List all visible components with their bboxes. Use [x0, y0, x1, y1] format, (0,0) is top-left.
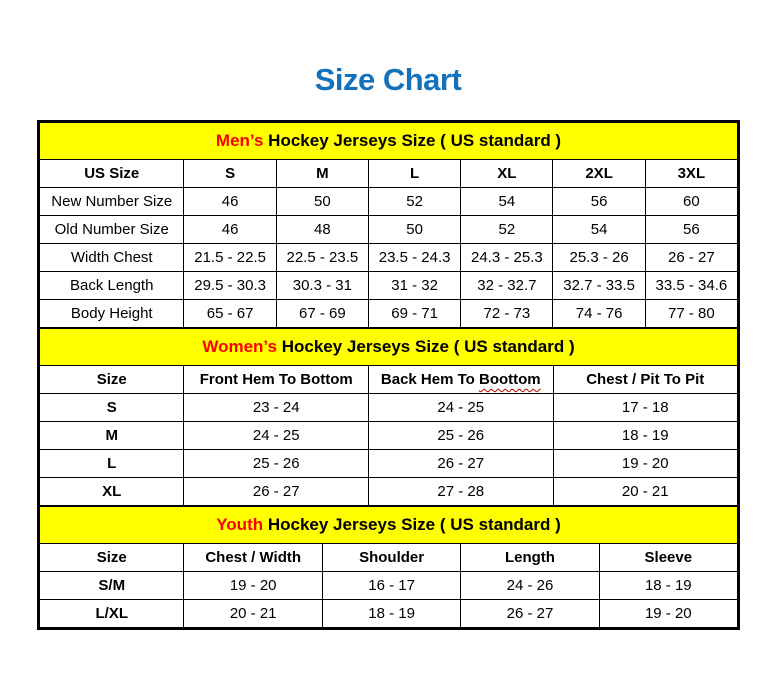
size-cell: 56: [645, 216, 737, 244]
youth-col-header-length: Length: [461, 544, 599, 572]
size-cell: 18 - 19: [599, 572, 737, 600]
size-cell: 33.5 - 34.6: [645, 272, 737, 300]
size-cell: 54: [461, 188, 553, 216]
back-hem-misspelled-word: Boottom: [478, 371, 541, 388]
size-cell: 52: [461, 216, 553, 244]
table-row: [40, 600, 738, 628]
womens-col-header-size: Size: [40, 366, 184, 394]
size-cell: 20 - 21: [553, 478, 738, 506]
size-cell: 19 - 20: [184, 572, 322, 600]
size-cell: 18 - 19: [322, 600, 460, 628]
size-cell: 19 - 20: [599, 600, 737, 628]
size-cell: 20 - 21: [184, 600, 322, 628]
womens-banner-group-label: Women’s: [202, 337, 277, 356]
mens-col-header-l: L: [368, 160, 460, 188]
mens-col-header-m: M: [276, 160, 368, 188]
youth-banner-group-label: Youth: [216, 515, 264, 534]
youth-banner-rest-label: Hockey Jerseys Size ( US standard ): [263, 515, 561, 534]
womens-banner-rest-label: Hockey Jerseys Size ( US standard ): [276, 337, 575, 356]
size-cell: 48: [276, 216, 368, 244]
mens-size-table: [39, 122, 738, 328]
size-cell: 24 - 25: [184, 422, 369, 450]
table-row: [40, 188, 738, 216]
youth-header-row: [40, 544, 738, 572]
mens-col-header-s: S: [184, 160, 276, 188]
womens-header-row: [40, 366, 738, 394]
row-label: L: [40, 450, 184, 478]
womens-col-header-front-hem: Front Hem To Bottom: [184, 366, 369, 394]
size-cell: 65 - 67: [184, 300, 276, 328]
size-cell: 24.3 - 25.3: [461, 244, 553, 272]
size-cell: 23.5 - 24.3: [368, 244, 460, 272]
size-cell: 21.5 - 22.5: [184, 244, 276, 272]
size-cell: 18 - 19: [553, 422, 738, 450]
table-row: [40, 572, 738, 600]
size-cell: 25 - 26: [369, 422, 553, 450]
row-label: L/XL: [40, 600, 184, 628]
size-cell: 16 - 17: [322, 572, 460, 600]
size-cell: 26 - 27: [645, 244, 737, 272]
size-cell: 67 - 69: [276, 300, 368, 328]
mens-banner-group-label: Men’s: [215, 131, 264, 150]
mens-header-row: [40, 160, 738, 188]
row-label: M: [40, 422, 184, 450]
table-row: [40, 450, 738, 478]
mens-col-header-3xl: 3XL: [645, 160, 737, 188]
youth-size-table: [39, 506, 738, 628]
size-cell: 23 - 24: [184, 394, 369, 422]
size-cell: 77 - 80: [645, 300, 737, 328]
womens-banner-row: [40, 329, 738, 366]
size-cell: 32.7 - 33.5: [553, 272, 645, 300]
row-label: S: [40, 394, 184, 422]
row-label: XL: [40, 478, 184, 506]
youth-col-header-size: Size: [40, 544, 184, 572]
youth-banner: [40, 507, 738, 544]
table-row: [40, 422, 738, 450]
size-cell: 56: [553, 188, 645, 216]
size-cell: 25.3 - 26: [553, 244, 645, 272]
size-cell: 31 - 32: [368, 272, 460, 300]
size-cell: 54: [553, 216, 645, 244]
row-label: S/M: [40, 572, 184, 600]
size-cell: 25 - 26: [184, 450, 369, 478]
size-cell: 46: [184, 188, 276, 216]
size-cell: 69 - 71: [368, 300, 460, 328]
mens-banner-rest-label: Hockey Jerseys Size ( US standard ): [263, 131, 562, 150]
row-label: Old Number Size: [40, 216, 184, 244]
youth-banner-row: [40, 507, 738, 544]
size-cell: 74 - 76: [553, 300, 645, 328]
size-chart-tables: [37, 120, 740, 630]
back-hem-prefix: Back Hem To: [380, 371, 479, 388]
page-title: Size Chart: [314, 62, 462, 97]
size-cell: 26 - 27: [461, 600, 599, 628]
size-cell: 22.5 - 23.5: [276, 244, 368, 272]
youth-col-header-chest-width: Chest / Width: [184, 544, 322, 572]
youth-col-header-sleeve: Sleeve: [599, 544, 737, 572]
table-row: [40, 244, 738, 272]
womens-col-header-chest: Chest / Pit To Pit: [553, 366, 738, 394]
size-cell: 50: [276, 188, 368, 216]
size-cell: 32 - 32.7: [461, 272, 553, 300]
womens-banner: [40, 329, 738, 366]
mens-banner-row: [40, 123, 738, 160]
row-label: Body Height: [40, 300, 184, 328]
youth-col-header-shoulder: Shoulder: [322, 544, 460, 572]
size-cell: 50: [368, 216, 460, 244]
womens-col-header-back-hem: [369, 366, 553, 394]
row-label: Width Chest: [40, 244, 184, 272]
size-cell: 24 - 26: [461, 572, 599, 600]
size-cell: 26 - 27: [369, 450, 553, 478]
size-cell: 26 - 27: [184, 478, 369, 506]
table-row: [40, 300, 738, 328]
size-cell: 72 - 73: [461, 300, 553, 328]
mens-banner: [40, 123, 738, 160]
womens-size-table: [39, 328, 738, 506]
mens-col-header-xl: XL: [461, 160, 553, 188]
size-cell: 46: [184, 216, 276, 244]
size-cell: 52: [368, 188, 460, 216]
size-cell: 30.3 - 31: [276, 272, 368, 300]
size-cell: 24 - 25: [369, 394, 553, 422]
size-cell: 27 - 28: [369, 478, 553, 506]
size-cell: 17 - 18: [553, 394, 738, 422]
table-row: [40, 394, 738, 422]
size-cell: 19 - 20: [553, 450, 738, 478]
mens-col-header-us-size: US Size: [40, 160, 184, 188]
table-row: [40, 216, 738, 244]
mens-col-header-2xl: 2XL: [553, 160, 645, 188]
size-cell: 29.5 - 30.3: [184, 272, 276, 300]
row-label: New Number Size: [40, 188, 184, 216]
table-row: [40, 478, 738, 506]
size-cell: 60: [645, 188, 737, 216]
row-label: Back Length: [40, 272, 184, 300]
table-row: [40, 272, 738, 300]
